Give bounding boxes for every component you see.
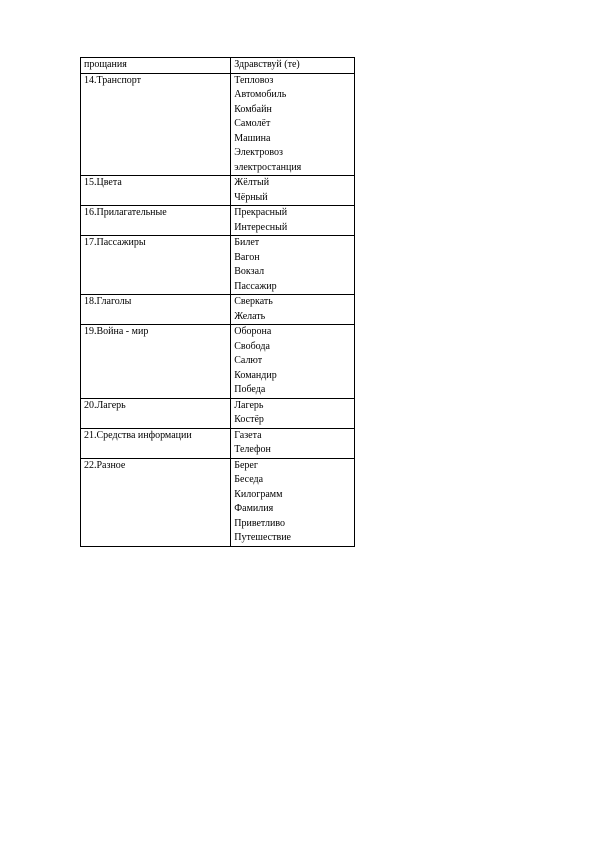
word-item: Фамилия [234,503,274,514]
word-item: Желать [234,310,266,322]
topic-cell: 16.Прилагательные [81,206,231,236]
topic-cell: 18.Глаголы [81,295,231,325]
topic-cell: 20.Лагерь [81,398,231,428]
vocabulary-table-body [81,58,355,547]
words-cell [231,428,355,458]
word-item: Комбайн [234,103,272,115]
words-cell [231,73,355,176]
word-item: Автомобиль [234,89,287,100]
word-item: Билет [234,237,260,248]
table-row [81,206,355,236]
word-item: Вагон [234,251,260,263]
word-item: Машина [234,132,271,144]
table-row [81,236,355,295]
word-item: Самолёт [234,118,271,129]
word-item: Путешествие [234,532,291,543]
topic-cell: 19.Война - мир [81,325,231,399]
word-item: Сверкать [234,296,273,307]
word-item: Чёрный [234,191,268,203]
word-item: Газета [234,429,262,441]
table-header-row [81,58,355,74]
words-cell [231,206,355,236]
header-cell-left: прощания [81,58,231,74]
table-row [81,325,355,399]
word-item: Берег [234,459,258,471]
topic-cell: 14.Транспорт [81,73,231,176]
word-item: электростанция [234,161,302,173]
words-cell [231,458,355,546]
word-item: Телефон [234,444,271,455]
word-item: Электровоз [234,147,283,158]
topic-cell: 21.Средства информации [81,428,231,458]
word-item: Лагерь [234,399,264,411]
word-item: Оборона [234,326,272,337]
word-item: Тепловоз [234,74,274,86]
vocabulary-table [80,57,355,547]
word-item: Вокзал [234,266,265,277]
header-cell-right: Здравствуй (те) [231,58,355,74]
words-cell [231,325,355,399]
word-item: Килограмм [234,488,283,500]
words-cell [231,295,355,325]
word-item: Командир [234,369,277,381]
word-item: Прекрасный [234,207,288,218]
words-cell [231,398,355,428]
table-row [81,73,355,176]
table-row [81,295,355,325]
table-row [81,458,355,546]
word-item: Пассажир [234,280,277,292]
word-item: Приветливо [234,517,286,529]
topic-cell: 22.Разное [81,458,231,546]
table-row [81,398,355,428]
words-cell [231,236,355,295]
word-item: Жёлтый [234,177,270,188]
word-item: Беседа [234,474,264,485]
word-item: Свобода [234,340,270,352]
table-row [81,428,355,458]
topic-cell: 17.Пассажиры [81,236,231,295]
words-cell [231,176,355,206]
table-row [81,176,355,206]
topic-cell: 15.Цвета [81,176,231,206]
word-item: Победа [234,384,266,395]
word-item: Салют [234,355,263,366]
word-item: Костёр [234,414,264,425]
word-item: Интересный [234,221,288,233]
